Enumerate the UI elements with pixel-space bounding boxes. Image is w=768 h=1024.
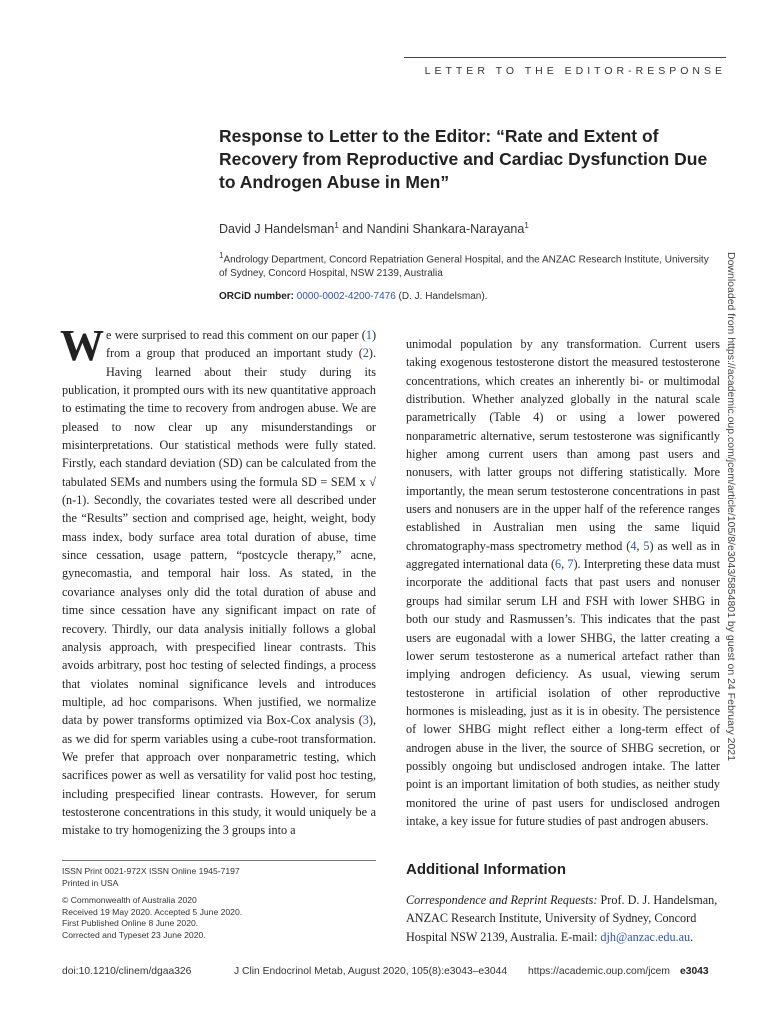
first-published-line: First Published Online 8 June 2020. <box>62 918 199 928</box>
page-number: e3043 <box>680 966 709 977</box>
body-column-right <box>406 335 720 830</box>
author-1-affil-sup: 1 <box>334 221 339 230</box>
ref-separator: , <box>636 538 644 553</box>
correspondence-end: . <box>690 929 694 944</box>
additional-information-heading: Additional Information <box>406 861 566 878</box>
author-join[interactable]: and Nandini Shankara-Narayana <box>338 222 525 237</box>
author-2-affil-sup: 1 <box>524 221 529 230</box>
affiliation-sup: 1 <box>219 251 224 260</box>
body-text: ), as we did for sperm variables using a cube-root transformation. We prefer that approach over nonparametric testing, which sacrifices power as well as versatility for valid post hoc testing, including prespecified linear contrasts. However, for serum testosterone concentrations in this study, it would uniquely be a mistake to try homogenizing the 3 groups into a <box>62 713 376 838</box>
header-rule <box>404 57 726 58</box>
email-link[interactable]: djh@anzac.edu.au <box>600 929 691 944</box>
received-line: Received 19 May 2020. Accepted 5 June 2020. <box>62 906 243 917</box>
copyright-line: © Commonwealth of Australia 2020 <box>62 895 197 905</box>
body-text: ). Having learned about their study during its publication, it prompted ours with its new quantitative approach to estimating the time to recovery from androgen abuse. We are pleased to now clear up any misunderstandings or misinterpretations. Our statistical methods were fully stated. Firstly, each standard deviation (SD) can be calculated from the tabulated SEMs and numbers using the formula SD = SEM x √ (n-1). Secondly, the covariates tested were all described under the “Results” section and comprised age, height, weight, body mass index, body surface area total duration of abuse, time since cessation, usage pattern, “postcycle therapy,” acne, gynecomastia, and temporal hair loss. As stated, in the covariance analyses only did the total duration of abuse and time since cessation have any significant impact on rate of recovery. Thirdly, our data analysis initially follows a global analysis approach, with prespecified linear contrasts. This avoids arbitrary, post hoc testing of selected findings, a process that violates nominal significance levels and introduces multiple, ad hoc comparisons. When justified, we normalize data by power transforms optimized via Box-Cox analysis ( <box>62 346 376 728</box>
footnotes <box>62 866 376 941</box>
reference-link[interactable]: 2 <box>362 346 369 361</box>
reference-link[interactable]: 1 <box>365 328 372 342</box>
orcid-name: (D. J. Handelsman). <box>395 291 488 302</box>
body-text: ) from a group that produced an important study ( <box>106 328 376 361</box>
download-side-note <box>725 252 751 772</box>
footer-doi[interactable]: doi:10.1210/clinem/dgaa326 <box>62 966 192 977</box>
author-1[interactable]: David J Handelsman <box>219 222 335 237</box>
article-title: Response to Letter to the Editor: “Rate and Extent of Recovery from Reproductive and Cardiac Dysfunction Due to Androgen Abuse in Men” <box>219 126 708 192</box>
reference-link[interactable]: 3 <box>362 713 369 728</box>
reference-link[interactable]: 6 <box>555 557 562 572</box>
correspondence <box>406 891 720 946</box>
download-note-text: Downloaded from https://academic.oup.com/jcem/article/105/8/e3043/5854801 by guest on 24 February 2021 <box>725 252 737 761</box>
correspondence-label: Correspondence and Reprint Requests: <box>406 893 598 907</box>
body-column-left <box>60 321 376 840</box>
orcid-line <box>219 291 719 302</box>
body-text: e were surprised to read this comment on our paper ( <box>106 328 366 342</box>
reference-link[interactable]: 7 <box>567 557 574 572</box>
ref-separator: , <box>561 557 568 572</box>
corrected-line: Corrected and Typeset 23 June 2020. <box>62 929 206 940</box>
affiliation-text: Andrology Department, Concord Repatriation General Hospital, and the ANZAC Research Institute, University of Sydney, Concord Hospital, NSW 2139, Australia <box>219 254 709 280</box>
affiliation <box>219 249 719 281</box>
section-label: LETTER TO THE EDITOR-RESPONSE <box>424 65 726 77</box>
orcid-link[interactable]: 0000-0002-4200-7476 <box>296 291 396 302</box>
reference-link[interactable]: 5 <box>643 538 650 553</box>
author-line <box>219 221 719 236</box>
footer-journal: J Clin Endocrinol Metab, August 2020, 105(8):e3043–e3044 <box>234 966 508 977</box>
printed-line: Printed in USA <box>62 877 119 888</box>
footer-url[interactable]: https://academic.oup.com/jcem <box>528 966 670 977</box>
reference-link[interactable]: 4 <box>630 538 637 553</box>
drop-cap: W <box>60 321 104 370</box>
body-text: unimodal population by any transformation. Current users taking exogenous testosterone distort the measured testosterone concentrations, which creates an inherently bi- or multimodal distribution. Whether analyzed globally in the natural scale parametrically (Table 4) or using a lower powered nonparametric alternative, serum testosterone was significantly higher among current users than among past users and nonusers, with latter groups not differing statistically. More importantly, the mean serum testosterone concentrations in past users and nonusers are in the upper half of the reference ranges established in Australian men using the same liquid chromatography-mass spectrometry method ( <box>406 337 720 553</box>
footnote-rule <box>62 860 376 861</box>
correspondence-text: Prof. D. J. Handelsman, ANZAC Research Institute, University of Sydney, Concord Hospital NSW 2139, Australia. E-mail: <box>406 893 718 944</box>
issn-line: ISSN Print 0021-972X ISSN Online 1945-7197 <box>62 866 240 876</box>
body-text: ). Interpreting these data must incorporate the additional facts that past users and nonuser groups had similar serum LH and FSH with lower SHBG in both our study and Rasmussen’s. This indicates that the past users are eugonadal with a lower SHBG, the latter creating a lower serum testosterone as a numerical artefact rather than implying androgen deficiency. As usual, viewing serum testosterone in artificial isolation of other reproductive hormones is misleading, just as it is in obesity. The persistence of lower SHBG might reflect either a long-term effect of androgen abuse in the liver, the source of SHBG secretion, or possibly ongoing but undisclosed androgen intake. The latter point is an important limitation of both studies, as neither study monitored the urine of past users for undisclosed androgen intake, a key issue for future studies of past androgen abusers. <box>406 557 720 828</box>
body-text: ) as well as in aggregated international data ( <box>406 538 721 572</box>
orcid-label: ORCiD number: <box>219 291 294 302</box>
